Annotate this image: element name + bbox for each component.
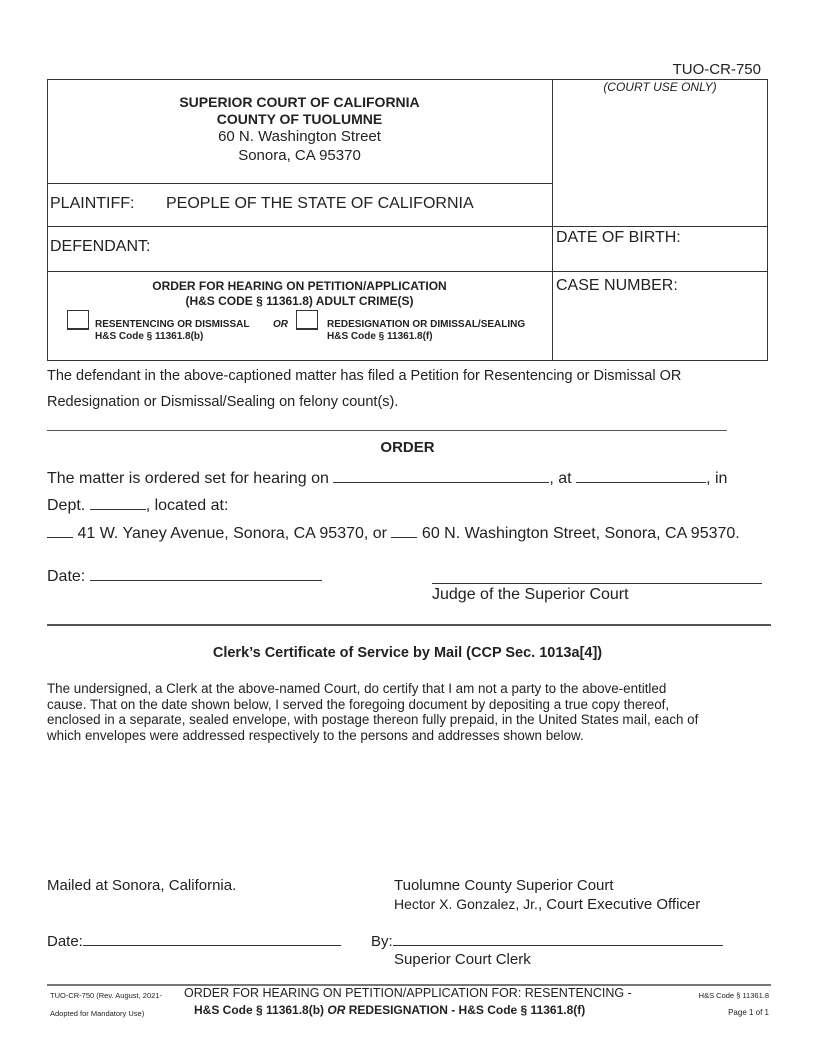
option2-label: REDESIGNATION OR DIMISSAL/SEALING <box>327 319 526 330</box>
order-date-row <box>47 568 322 586</box>
or-text: OR <box>273 319 288 330</box>
certificate-text: cause. That on the date shown below, I served the foregoing document by depositing a true copy thereof, <box>47 696 670 712</box>
order-heading: ORDER <box>380 439 435 456</box>
hearing-date-field[interactable] <box>333 482 549 483</box>
divider <box>47 183 552 184</box>
clerk-signature-field[interactable] <box>393 945 723 946</box>
officer-name: Hector X. Gonzalez, Jr. <box>394 896 538 912</box>
divider <box>47 271 768 272</box>
footer-title2 <box>194 1003 585 1017</box>
footer-left1: TUO-CR-750 (Rev. August, 2021- <box>50 991 162 1000</box>
hearing-time-field[interactable] <box>576 482 706 483</box>
certificate-heading: Clerk’s Certificate of Service by Mail (CCP Sec. 1013a[4]) <box>212 645 603 661</box>
order-date-field[interactable] <box>90 580 322 581</box>
order-line1 <box>47 470 727 488</box>
clerk-label: Superior Court Clerk <box>394 951 531 968</box>
footer-code-b: H&S Code § 11361.8(b) <box>194 1003 325 1017</box>
location2-text: 60 N. Washington Street, Sonora, CA 95370. <box>421 525 740 542</box>
option2-code: H&S Code § 11361.8(f) <box>327 331 433 342</box>
divider <box>552 79 553 361</box>
location1-text: 41 W. Yaney Avenue, Sonora, CA 95370, or <box>77 525 388 542</box>
defendant-label: DEFENDANT: <box>50 238 151 255</box>
redesignation-checkbox[interactable] <box>296 310 318 330</box>
certificate-text: The undersigned, a Clerk at the above-named Court, do certify that I am not a party to the above-entitled <box>47 681 667 696</box>
title-line1: ORDER FOR HEARING ON PETITION/APPLICATION <box>152 279 447 293</box>
option1-code: H&S Code § 11361.8(b) <box>95 331 204 342</box>
court-city: Sonora, CA 95370 <box>238 147 361 164</box>
officer <box>394 896 700 913</box>
resentencing-checkbox[interactable] <box>67 310 89 330</box>
certificate-text: which envelopes were addressed respectively to the persons and addresses shown below. <box>47 727 584 743</box>
dept-field[interactable] <box>90 509 146 510</box>
court-use-only: (COURT USE ONLY) <box>603 80 717 94</box>
clerk-date-row <box>47 933 341 950</box>
court-name-signature: Tuolumne County Superior Court <box>394 877 614 894</box>
judge-signature-line[interactable] <box>432 583 762 584</box>
footer-right1: H&S Code § 11361.8 <box>698 991 769 1000</box>
divider <box>47 624 771 626</box>
option1-label: RESENTENCING OR DISMISSAL <box>95 319 250 330</box>
footer-title1: ORDER FOR HEARING ON PETITION/APPLICATION FOR: RESENTENCING - <box>184 986 632 1000</box>
county: COUNTY OF TUOLUMNE <box>216 111 383 127</box>
title-line2: (H&S CODE § 11361.8) ADULT CRIME(S) <box>185 294 414 308</box>
court-street: 60 N. Washington Street <box>218 128 381 145</box>
judge-label: Judge of the Superior Court <box>432 586 629 603</box>
order-text: The matter is ordered set for hearing on <box>47 470 329 487</box>
mailed-at: Mailed at Sonora, California. <box>47 877 237 894</box>
order-text: Dept. <box>47 497 86 514</box>
by-label: By: <box>371 933 393 950</box>
location1-field[interactable] <box>47 537 73 538</box>
mail-date-field[interactable] <box>83 945 341 946</box>
case-number-label: CASE NUMBER: <box>556 277 678 294</box>
date-label: Date: <box>47 933 83 950</box>
officer-title: , Court Executive Officer <box>537 896 701 913</box>
divider <box>47 226 768 227</box>
footer-or: OR <box>327 1003 346 1017</box>
form-id: TUO-CR-750 <box>672 61 761 78</box>
divider <box>47 430 727 431</box>
order-text: , in <box>706 470 728 487</box>
date-label: Date: <box>47 568 86 585</box>
order-text: , at <box>549 470 572 487</box>
footer-left2: Adopted for Mandatory Use) <box>50 1009 145 1018</box>
intro-line1: The defendant in the above-captioned matter has filed a Petition for Resentencing or Dismissal OR <box>47 368 682 384</box>
page-number: Page 1 of 1 <box>728 1008 769 1017</box>
certificate-body <box>47 681 771 743</box>
intro-line2: Redesignation or Dismissal/Sealing on felony count(s). <box>47 394 399 410</box>
footer-code-f: REDESIGNATION - H&S Code § 11361.8(f) <box>348 1003 586 1017</box>
order-line3 <box>47 525 740 543</box>
order-line2 <box>47 497 228 515</box>
court-name: SUPERIOR COURT OF CALIFORNIA <box>179 94 420 110</box>
plaintiff-label: PLAINTIFF: <box>50 195 135 212</box>
dob-label: DATE OF BIRTH: <box>556 229 681 246</box>
location2-field[interactable] <box>391 537 417 538</box>
certificate-text: enclosed in a separate, sealed envelope, with postage thereon fully prepaid, in the United States mail, each of <box>47 712 699 727</box>
plaintiff-value: PEOPLE OF THE STATE OF CALIFORNIA <box>166 195 474 212</box>
clerk-by-row <box>371 933 723 950</box>
order-text: , located at: <box>145 497 229 514</box>
